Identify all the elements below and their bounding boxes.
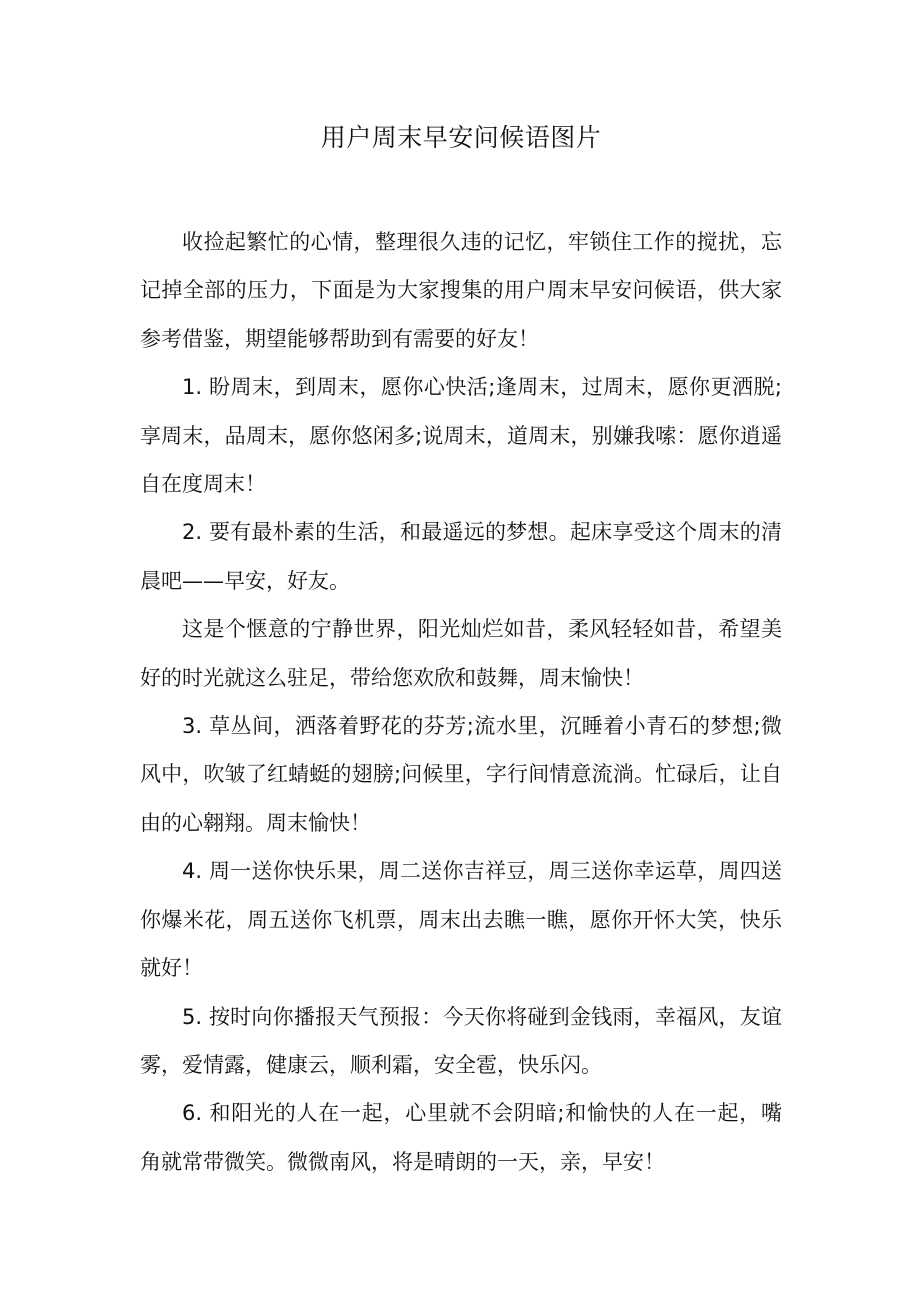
paragraph-item-2: 2. 要有最朴素的生活，和最遥远的梦想。起床享受这个周末的清晨吧——早安，好友。: [140, 520, 782, 593]
paragraph-item-2-continued: 这是个惬意的宁静世界，阳光灿烂如昔，柔风轻轻如昔，希望美好的时光就这么驻足，带给您欢欣和鼓舞，周末愉快！: [140, 617, 782, 690]
paragraph-item-5: 5. 按时向你播报天气预报：今天你将碰到金钱雨，幸福风，友谊雾，爱情露，健康云，顺利霜，安全雹，快乐闪。: [140, 1004, 782, 1077]
paragraph-item-1: 1. 盼周末，到周末，愿你心快活;逢周末，过周末，愿你更洒脱;享周末，品周末，愿你悠闲多;说周末，道周末，别嫌我嗦：愿你逍遥自在度周末！: [140, 375, 782, 497]
paragraph-item-3: 3. 草丛间，洒落着野花的芬芳;流水里，沉睡着小青石的梦想;微风中，吹皱了红蜻蜓的翅膀;问候里，字行间情意流淌。忙碌后，让自由的心翱翔。周末愉快！: [140, 714, 783, 835]
paragraph-item-6: 6. 和阳光的人在一起，心里就不会阴暗;和愉快的人在一起，嘴角就常带微笑。微微南风，将是晴朗的一天，亲，早安！: [140, 1101, 782, 1174]
document-title: 用户周末早安问候语图片: [320, 123, 602, 152]
paragraph-intro: 收捡起繁忙的心情，整理很久违的记忆，牢锁住工作的搅扰，忘记掉全部的压力，下面是为大家搜集的用户周末早安问候语，供大家参考借鉴，期望能够帮助到有需要的好友！: [140, 230, 782, 351]
paragraph-item-4: 4. 周一送你快乐果，周二送你吉祥豆，周三送你幸运草，周四送你爆米花，周五送你飞机票，周末出去瞧一瞧，愿你开怀大笑，快乐就好！: [140, 859, 782, 981]
document-body: [140, 218, 782, 1186]
